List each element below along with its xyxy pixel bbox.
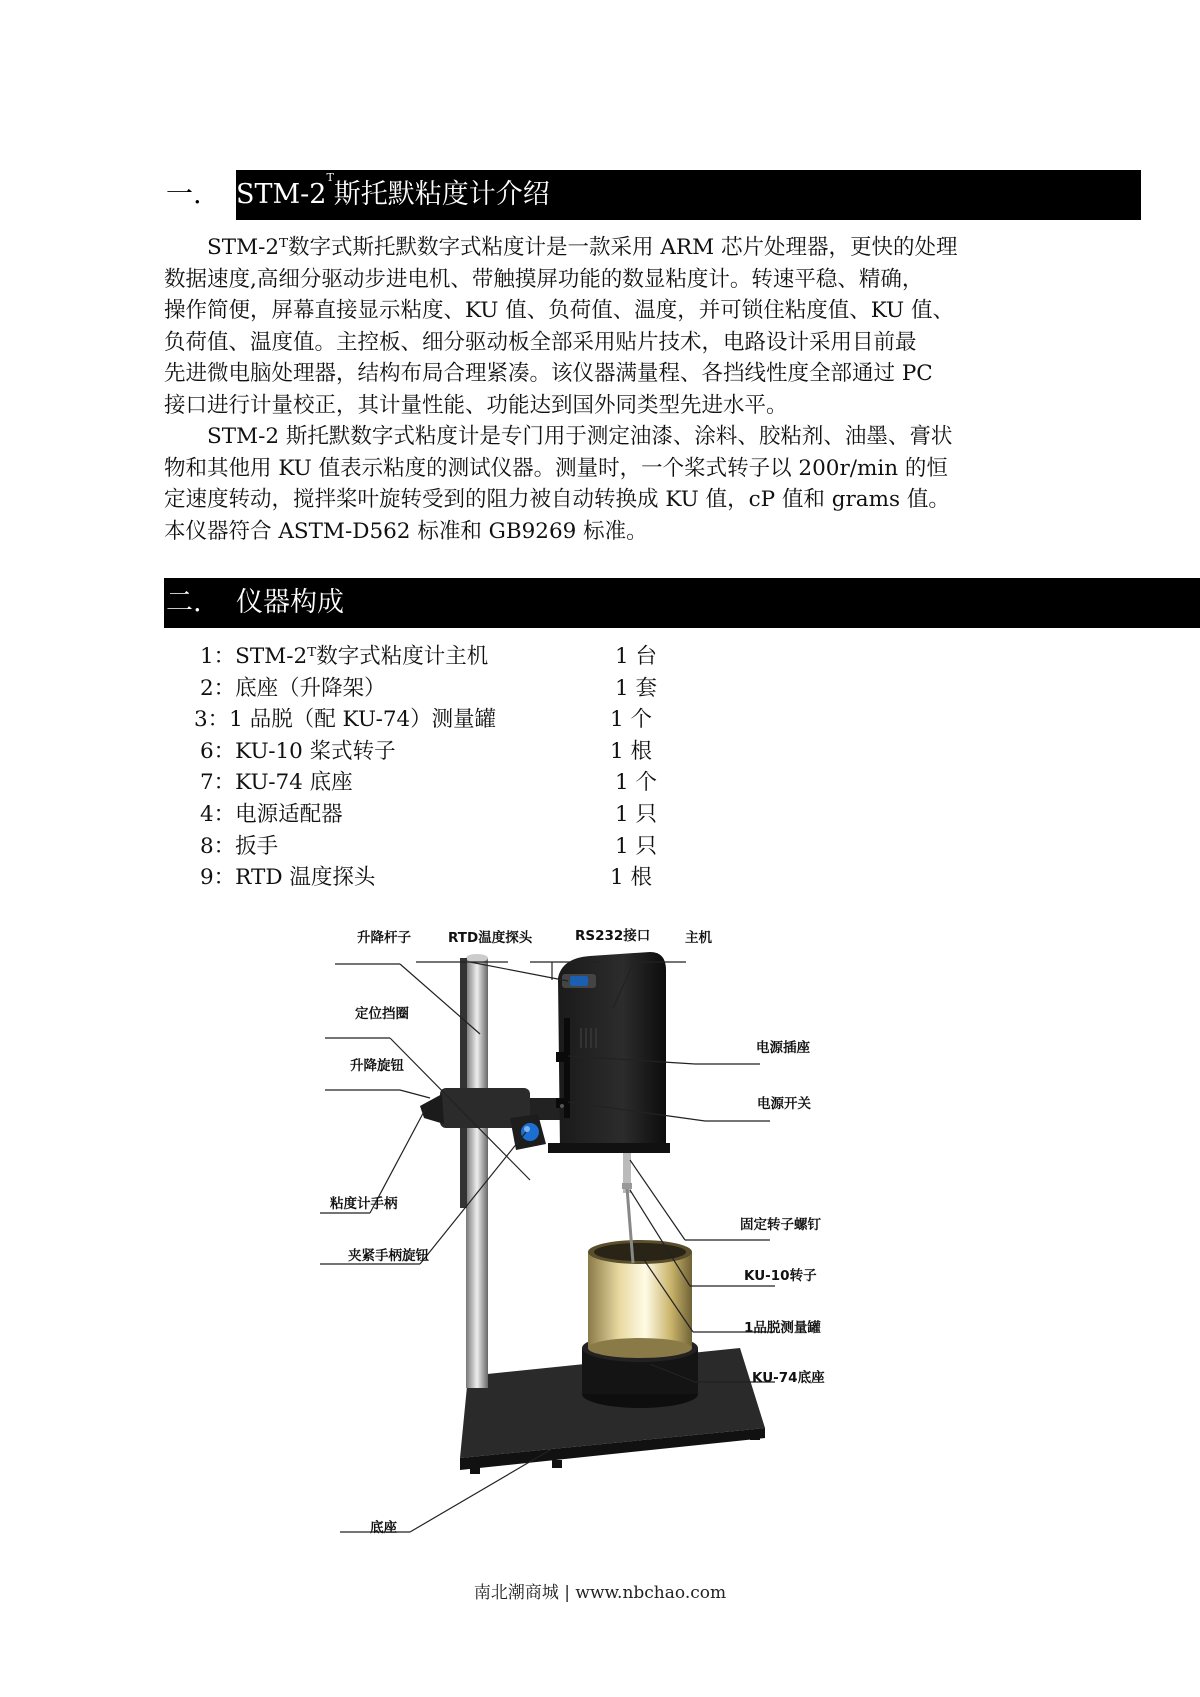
part-name: 1：STM-2ᵀ数字式粘度计主机 <box>200 644 489 669</box>
paragraph-line: STM-2 斯托默数字式粘度计是专门用于测定油漆、涂料、胶粘剂、油墨、膏状 <box>164 424 953 449</box>
section-1-header <box>164 170 1141 220</box>
main-host <box>548 952 670 1153</box>
intro-paragraph-1 <box>164 232 1016 421</box>
part-name: 7：KU-74 底座 <box>200 770 353 796</box>
section-2-number: 二. <box>166 587 202 618</box>
part-qty: 1 套 <box>615 675 658 701</box>
paragraph-line: 数据速度,高细分驱动步进电机、带触摸屏功能的数显粘度计。转速平稳、精确， <box>164 266 924 292</box>
part-name: 6：KU-10 桨式转子 <box>200 738 396 764</box>
label-host: 主机 <box>685 930 712 946</box>
part-name: 8：扳手 <box>200 833 279 859</box>
intro-paragraph-2 <box>164 421 1016 547</box>
section-1-title-pre: STM-2 <box>236 179 327 210</box>
label-lift-knob: 升降旋钮 <box>350 1058 404 1074</box>
label-rs232: RS232接口 <box>575 928 651 944</box>
paragraph-line: STM-2ᵀ数字式斯托默数字式粘度计是一款采用 ARM 芯片处理器，更快的处理 <box>164 235 958 260</box>
part-qty: 1 根 <box>610 738 653 764</box>
label-base: 底座 <box>370 1520 397 1536</box>
part-qty: 1 台 <box>615 644 658 669</box>
label-clamp-knob: 夹紧手柄旋钮 <box>348 1248 429 1264</box>
instrument-diagram <box>320 918 880 1558</box>
clamp-assembly <box>420 1088 570 1150</box>
part-qty: 1 只 <box>615 833 658 859</box>
part-name: 3：1 品脱（配 KU-74）测量罐 <box>194 707 497 733</box>
paragraph-line: 先进微电脑处理器，结构布局合理紧凑。该仪器满量程、各挡线性度全部通过 PC <box>164 361 933 386</box>
paragraph-line: 本仪器符合 ASTM-D562 标准和 GB9269 标准。 <box>164 518 648 544</box>
paragraph-line: 物和其他用 KU 值表示粘度的测试仪器。测量时，一个桨式转子以 200r/min 的恒 <box>164 455 948 481</box>
section-1-title <box>236 170 550 220</box>
label-ku10-rotor: KU-10转子 <box>744 1268 817 1284</box>
part-qty: 1 个 <box>610 707 653 733</box>
part-name: 9：RTD 温度探头 <box>200 865 376 891</box>
section-2-header <box>164 578 1200 628</box>
lift-column <box>460 954 488 1388</box>
paragraph-line: 负荷值、温度值。主控板、细分驱动板全部采用贴片技术，电路设计采用目前最 <box>164 329 917 355</box>
part-qty: 1 只 <box>615 801 658 827</box>
label-rotor-screw: 固定转子螺钉 <box>740 1217 821 1233</box>
section-1-number: 一. <box>164 170 236 220</box>
measuring-can <box>588 1240 692 1358</box>
label-rtd-probe: RTD温度探头 <box>448 930 533 946</box>
paragraph-line: 定速度转动，搅拌桨叶旋转受到的阻力被自动转换成 KU 值，cP 值和 grams 值。 <box>164 487 950 512</box>
label-ku74-base: KU-74底座 <box>752 1370 825 1386</box>
section-1-title-sup: T <box>326 171 334 184</box>
label-stop-ring: 定位挡圈 <box>355 1006 409 1022</box>
label-pint-can: 1品脱测量罐 <box>744 1320 821 1336</box>
label-handle: 粘度计手柄 <box>330 1196 398 1212</box>
section-2-title: 仪器构成 <box>236 587 344 618</box>
part-qty: 1 根 <box>610 865 653 891</box>
part-name: 4：电源适配器 <box>200 801 343 827</box>
paragraph-line: 操作简便，屏幕直接显示粘度、KU 值、负荷值、温度，并可锁住粘度值、KU 值、 <box>164 298 955 323</box>
label-lift-rod: 升降杆子 <box>357 930 411 946</box>
page-footer: 南北潮商城 | www.nbchao.com <box>473 1583 727 1603</box>
section-1-title-post: 斯托默粘度计介绍 <box>333 179 550 210</box>
part-qty: 1 个 <box>615 770 658 796</box>
label-power-socket: 电源插座 <box>756 1040 810 1056</box>
label-power-switch: 电源开关 <box>757 1096 811 1112</box>
paragraph-line: 接口进行计量校正，其计量性能、功能达到国外同类型先进水平。 <box>164 392 788 418</box>
part-name: 2：底座（升降架） <box>200 675 386 701</box>
